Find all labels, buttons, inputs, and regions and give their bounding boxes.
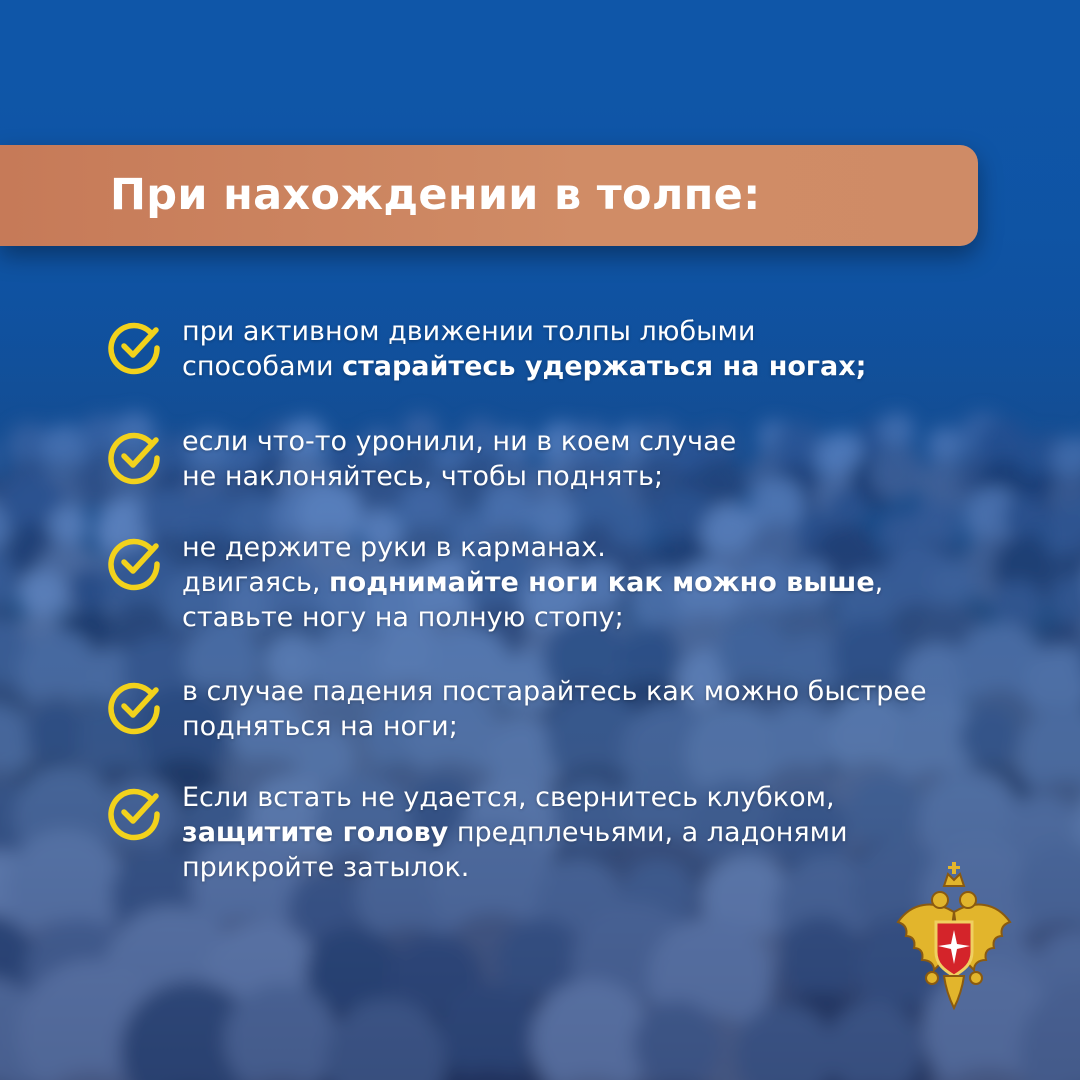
check-circle-icon [106, 318, 164, 376]
emphasis-text: защитите голову [182, 817, 449, 848]
list-item-text [182, 314, 1042, 384]
body-text: не держите руки в карманах. [182, 532, 606, 563]
check-circle-icon [106, 784, 164, 842]
text-line [182, 780, 1042, 815]
body-text: предплечьями, а ладонями [448, 817, 848, 848]
body-text: в случае падения постарайтесь как можно быстрее [182, 676, 927, 707]
body-text: , [874, 567, 884, 598]
emphasis-text: поднимайте ноги как можно выше [329, 567, 875, 598]
list-item-text [182, 674, 1042, 744]
text-line [182, 424, 1042, 459]
list-item-text [182, 530, 1042, 635]
body-text: двигаясь, [182, 567, 330, 598]
page-title: При нахождении в толпе: [110, 170, 761, 220]
text-line [182, 314, 1042, 349]
emphasis-text: старайтесь удержаться на ногах; [342, 351, 867, 382]
text-line [182, 530, 1042, 565]
text-line [182, 349, 1042, 384]
text-line [182, 674, 1042, 709]
body-text: при активном движении толпы любыми [182, 316, 756, 347]
body-text: подняться на ноги; [182, 711, 458, 742]
body-text: ставьте ногу на полную стопу; [182, 602, 624, 633]
body-text: не наклоняйтесь, чтобы поднять; [182, 461, 664, 492]
check-circle-icon [106, 534, 164, 592]
text-line [182, 709, 1042, 744]
body-text: Если встать не удается, свернитесь клубком, [182, 782, 835, 813]
text-line [182, 600, 1042, 635]
text-line [182, 815, 1042, 850]
list-item-text [182, 424, 1042, 494]
text-line [182, 565, 1042, 600]
body-text: способами [182, 351, 343, 382]
body-text: прикройте затылок. [182, 852, 470, 883]
body-text: если что-то уронили, ни в коем случае [182, 426, 737, 457]
header-banner [0, 145, 978, 246]
check-circle-icon [106, 428, 164, 486]
text-line [182, 459, 1042, 494]
emercom-emblem-icon [894, 860, 1014, 1020]
check-circle-icon [106, 678, 164, 736]
